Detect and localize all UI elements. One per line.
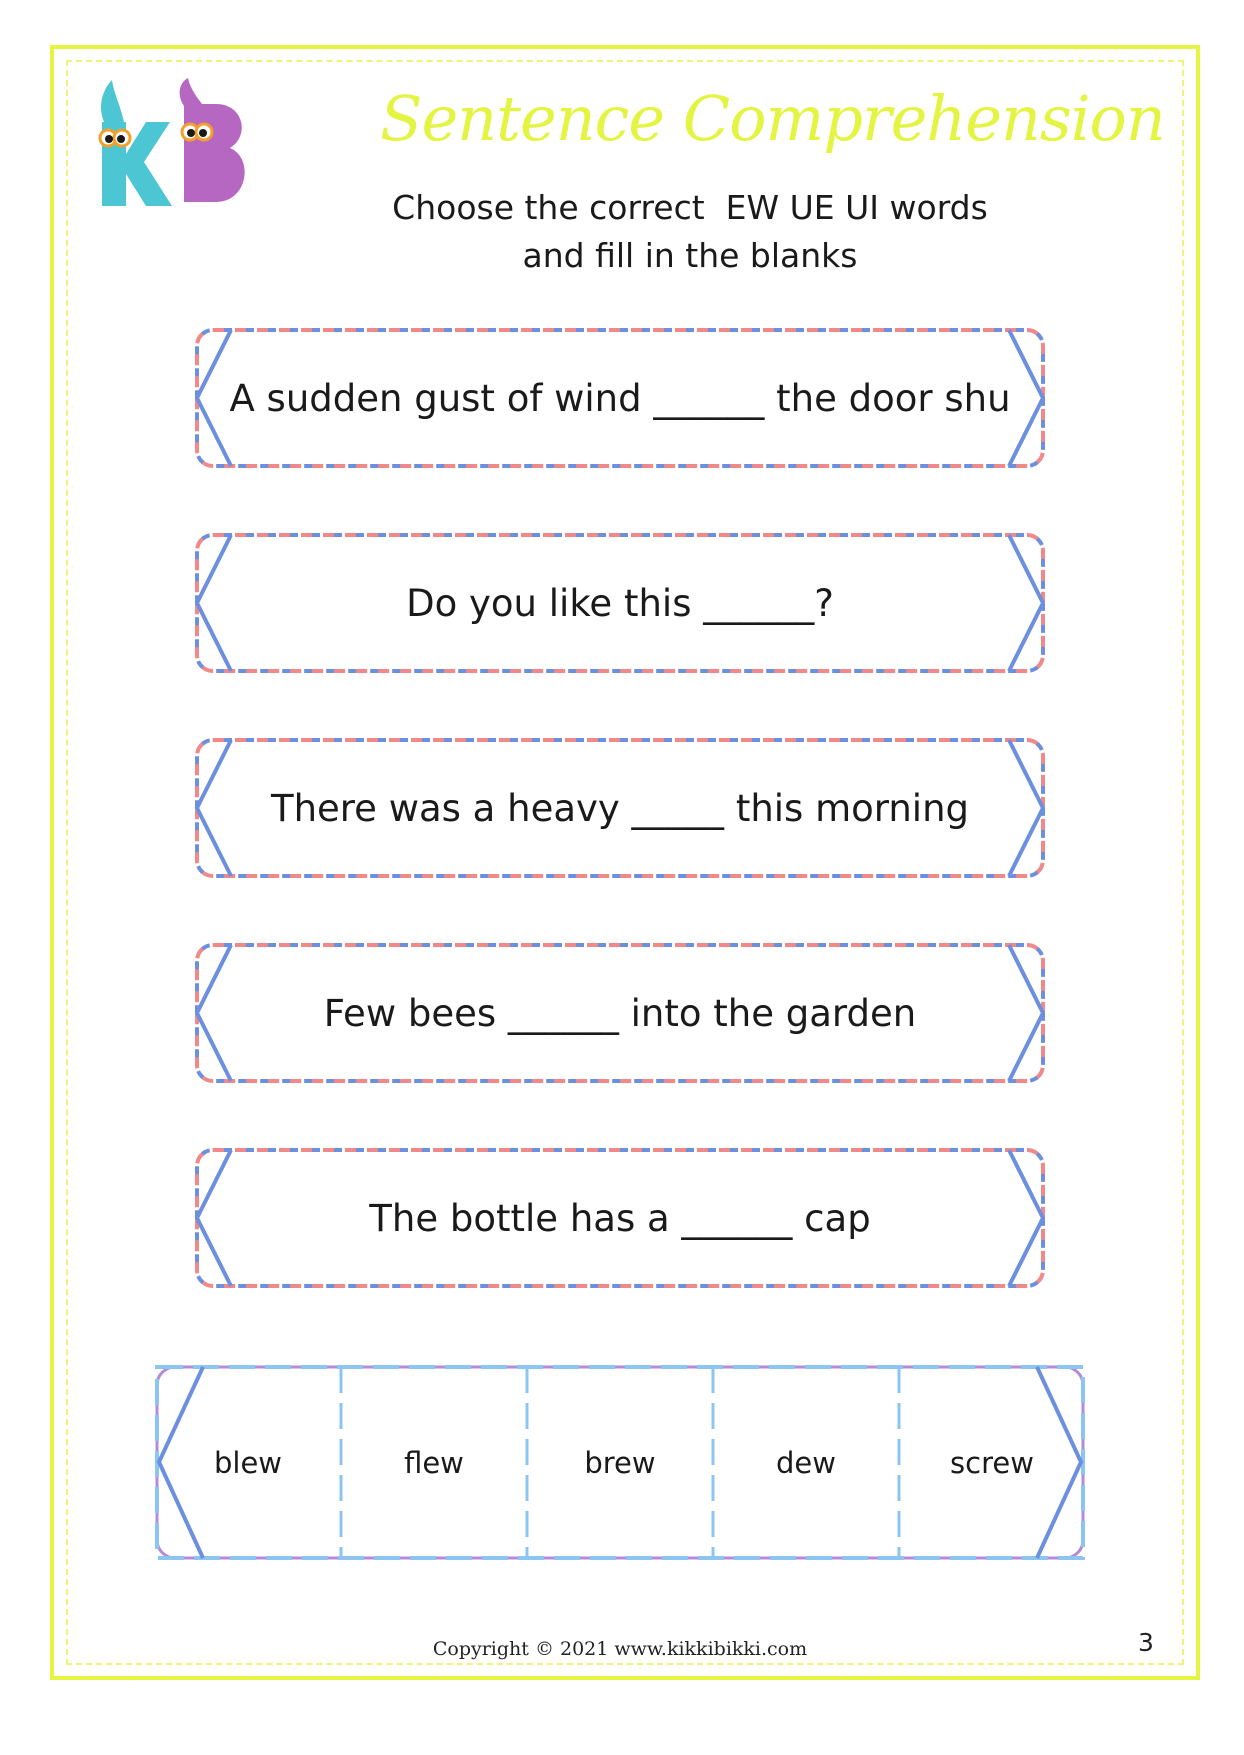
copyright-text: Copyright © 2021 www.kikkibikki.com [432, 1638, 808, 1660]
sentence-box-5 [195, 1148, 1045, 1288]
sentence-text: There was a heavy _____ this morning [270, 786, 970, 830]
sentence-box-4 [195, 943, 1045, 1083]
worksheet-title: Sentence Comprehension [380, 82, 1165, 155]
sentence-box-3 [195, 738, 1045, 878]
word-bank [155, 1365, 1085, 1560]
instruction-line-2: and fill in the blanks [522, 236, 858, 275]
sentence-text: Do you like this ______? [406, 581, 834, 625]
word-bank-item-screw: screw [950, 1445, 1034, 1480]
sentence-text: A sudden gust of wind ______ the door shu [229, 376, 1011, 420]
word-bank-item-blew: blew [213, 1445, 283, 1480]
sentence-box-2 [195, 533, 1045, 673]
sentence-box-1 [195, 328, 1045, 468]
sentence-text: The bottle has a ______ cap [369, 1196, 871, 1240]
kikkibikki-logo [84, 74, 254, 214]
word-bank-item-dew: dew [776, 1445, 836, 1480]
word-bank-item-flew: flew [404, 1445, 464, 1480]
instruction-line-1: Choose the correct EW UE UI words [392, 188, 988, 227]
page-number: 3 [1138, 1628, 1154, 1657]
instructions [340, 184, 1040, 280]
sentence-text: Few bees ______ into the garden [323, 991, 917, 1035]
word-bank-item-brew: brew [584, 1445, 656, 1480]
